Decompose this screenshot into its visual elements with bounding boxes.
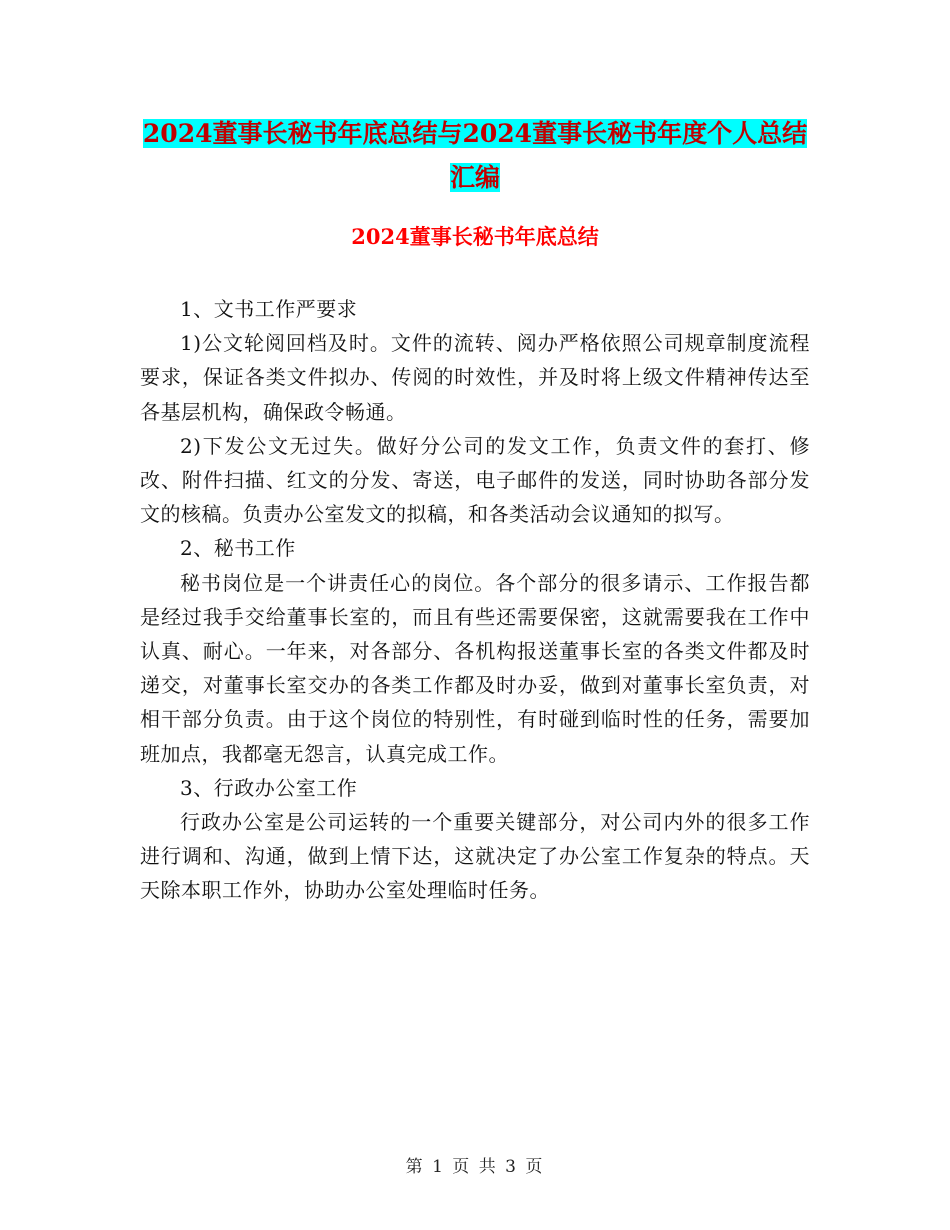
body-paragraph: 1)公文轮阅回档及时。文件的流转、阅办严格依照公司规章制度流程要求，保证各类文件拟办、传阅的时效性，并及时将上级文件精神传达至各基层机构，确保政令畅通。 [140, 331, 810, 424]
heading-paragraph: 1、文书工作严要求 [180, 297, 358, 321]
heading-paragraph: 3、行政办公室工作 [180, 775, 358, 800]
document-body [140, 292, 810, 908]
section-title: 2024董事长秘书年底总结 [351, 224, 599, 249]
body-paragraph: 秘书岗位是一个讲责任心的岗位。各个部分的很多请示、工作报告都是经过我手交给董事长室的，而且有些还需要保密，这就需要我在工作中认真、耐心。一年来，对各部分、各机构报送董事长室的各类文件都及时递交，对董事长室交办的各类工作都及时办妥，做到对董事长室负责，对相干部分负责。由于这个岗位的特别性，有时碰到临时性的任务，需要加班加点，我都毫无怨言，认真完成工作。 [140, 570, 810, 766]
page-footer: 第 1 页 共 3 页 [405, 1157, 545, 1177]
body-paragraph: 行政办公室是公司运转的一个重要关键部分，对公司内外的很多工作进行调和、沟通，做到上情下达，这就决定了办公室工作复杂的特点。天天除本职工作外，协助办公室处理临时任务。 [140, 810, 810, 903]
body-paragraph: 2)下发公文无过失。做好分公司的发文工作，负责文件的套打、修改、附件扫描、红文的分发、寄送，电子邮件的发送，同时协助各部分发文的核稿。负责办公室发文的拟稿，和各类活动会议通知的拟写。 [140, 433, 810, 527]
document-title-text: 2024董事长秘书年底总结与2024董事长秘书年度个人总结汇编 [142, 119, 808, 192]
document-title [140, 112, 810, 200]
heading-paragraph: 2、秘书工作 [180, 536, 296, 561]
